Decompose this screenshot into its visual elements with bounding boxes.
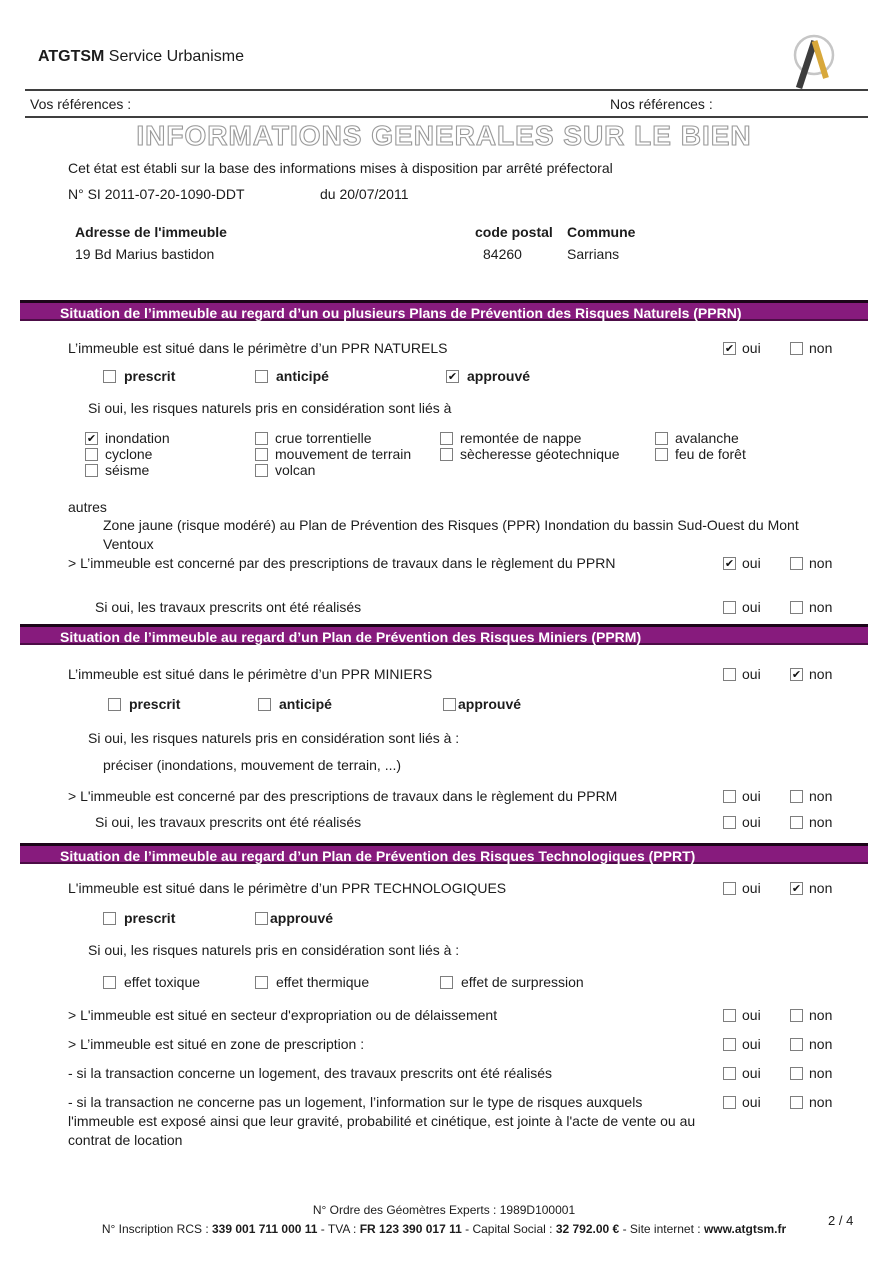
question-text: - si la transaction ne concerne pas un logement, l’information sur le type de risques auxquels l'immeuble est exposé ainsi que leur gravité, probabilité et cinétique, est jointe à l'acte de vente ou au contrat de location bbox=[68, 1094, 696, 1148]
risk-item bbox=[85, 462, 170, 478]
page-number: 2 / 4 bbox=[828, 1213, 854, 1228]
oui-label: oui bbox=[742, 1065, 761, 1081]
non-checkbox[interactable] bbox=[790, 1067, 803, 1080]
oui-label: oui bbox=[742, 1036, 761, 1052]
question-row-pprt-logement bbox=[0, 1064, 888, 1083]
avalanche-checkbox[interactable] bbox=[655, 432, 668, 445]
prescrit-label: prescrit bbox=[129, 696, 181, 712]
risk-column-2 bbox=[255, 430, 411, 478]
section-header-pprn: Situation de l’immeuble au regard d’un ou plusieurs Plans de Prévention des Risques Naturels (PPRN) bbox=[20, 300, 868, 321]
approuve-checkbox[interactable] bbox=[255, 912, 268, 925]
effect-item-surpression bbox=[440, 974, 584, 990]
effect-item-thermique bbox=[255, 974, 369, 990]
anticipe-label: anticipé bbox=[279, 696, 332, 712]
non-label: non bbox=[809, 788, 833, 804]
risk-label: cyclone bbox=[105, 446, 153, 462]
arrete-reference bbox=[68, 186, 409, 202]
question-row-pprt-zone bbox=[0, 1035, 888, 1054]
oui-non-group bbox=[723, 1036, 832, 1052]
question-row-pprn-perimetre bbox=[0, 339, 888, 358]
status-item-prescrit bbox=[103, 368, 175, 384]
risk-label: mouvement de terrain bbox=[275, 446, 412, 462]
non-checkbox[interactable]: ✔ bbox=[791, 882, 802, 895]
non-checkbox[interactable] bbox=[790, 1096, 803, 1109]
footer-legal-line bbox=[0, 1222, 888, 1236]
question-text: > L'immeuble est concerné par des prescriptions de travaux dans le règlement du PPRM bbox=[68, 788, 618, 804]
autres-value: Zone jaune (risque modéré) au Plan de Prévention des Risques (PPR) Inondation du bassin Sud-Ouest du Mont Ventoux bbox=[103, 517, 799, 552]
question-row-pprn-realises bbox=[0, 598, 888, 617]
commune-value: Sarrians bbox=[567, 246, 620, 262]
oui-non-group bbox=[723, 340, 832, 356]
nos-references-label: Nos références : bbox=[610, 96, 713, 112]
risk-column-3 bbox=[440, 430, 620, 462]
oui-non-group bbox=[723, 880, 832, 896]
autres-label: autres bbox=[68, 499, 107, 515]
tva-value: FR 123 390 017 11 bbox=[359, 1222, 462, 1236]
oui-checkbox[interactable] bbox=[723, 1009, 736, 1022]
risk-item bbox=[255, 446, 411, 462]
non-checkbox[interactable] bbox=[790, 342, 803, 355]
non-label: non bbox=[809, 814, 833, 830]
approuve-label: approuvé bbox=[270, 910, 334, 926]
rcs-value: 339 001 711 000 11 bbox=[212, 1222, 318, 1236]
question-text: > L’immeuble est concerné par des prescriptions de travaux dans le règlement du PPRN bbox=[68, 555, 616, 571]
oui-label: oui bbox=[742, 1094, 761, 1110]
preciser-text: préciser (inondations, mouvement de terrain, ...) bbox=[103, 757, 402, 773]
question-row-pprm-realises bbox=[0, 813, 888, 832]
question-row-pprt-non-logement bbox=[0, 1093, 888, 1150]
oui-checkbox[interactable] bbox=[723, 668, 736, 681]
crue-torrentielle-checkbox[interactable] bbox=[255, 432, 268, 445]
oui-non-group bbox=[723, 666, 832, 682]
risk-label: volcan bbox=[275, 462, 316, 478]
oui-label: oui bbox=[742, 555, 761, 571]
si-oui-text: Si oui, les risques naturels pris en considération sont liés à : bbox=[88, 730, 460, 746]
effet-toxique-label: effet toxique bbox=[124, 974, 201, 990]
risk-item bbox=[255, 430, 411, 446]
company-logo-icon bbox=[784, 32, 844, 94]
risk-item bbox=[655, 430, 746, 446]
prescrit-checkbox[interactable] bbox=[103, 912, 116, 925]
divider bbox=[25, 89, 868, 91]
capital-label: - Capital Social : bbox=[461, 1222, 556, 1236]
inondation-checkbox[interactable]: ✔ bbox=[86, 432, 97, 445]
oui-checkbox[interactable] bbox=[723, 1067, 736, 1080]
postal-value: 84260 bbox=[483, 246, 522, 262]
oui-checkbox[interactable]: ✔ bbox=[724, 557, 735, 570]
effet-surpression-checkbox[interactable] bbox=[440, 976, 453, 989]
non-label: non bbox=[809, 340, 833, 356]
oui-non-group bbox=[723, 1007, 832, 1023]
company-brand bbox=[38, 48, 244, 66]
question-text: > L'immeuble est situé en secteur d'expropriation ou de délaissement bbox=[68, 1007, 498, 1023]
prescrit-label: prescrit bbox=[124, 910, 176, 926]
address-label: Adresse de l'immeuble bbox=[75, 224, 227, 240]
status-item-anticipe bbox=[255, 368, 329, 384]
oui-label: oui bbox=[742, 1007, 761, 1023]
non-label: non bbox=[809, 1036, 833, 1052]
non-checkbox[interactable] bbox=[790, 816, 803, 829]
oui-non-group bbox=[723, 788, 832, 804]
status-item-approuve bbox=[446, 368, 530, 384]
non-checkbox[interactable] bbox=[790, 1038, 803, 1051]
tva-label: - TVA : bbox=[317, 1222, 360, 1236]
non-checkbox[interactable] bbox=[790, 557, 803, 570]
non-checkbox[interactable] bbox=[790, 1009, 803, 1022]
risk-label: sècheresse géotechnique bbox=[460, 446, 620, 462]
prescrit-checkbox[interactable] bbox=[103, 370, 116, 383]
question-row-pprm-perimetre bbox=[0, 665, 888, 684]
oui-label: oui bbox=[742, 814, 761, 830]
non-label: non bbox=[809, 880, 833, 896]
oui-checkbox[interactable] bbox=[723, 790, 736, 803]
anticipe-checkbox[interactable] bbox=[258, 698, 271, 711]
company-name: ATGTSM bbox=[38, 48, 105, 65]
approuve-checkbox[interactable]: ✔ bbox=[447, 370, 458, 383]
question-text: Si oui, les travaux prescrits ont été réalisés bbox=[95, 599, 362, 615]
non-label: non bbox=[809, 555, 833, 571]
vos-references-label: Vos références : bbox=[30, 96, 132, 112]
feu-foret-checkbox[interactable] bbox=[655, 448, 668, 461]
oui-checkbox[interactable] bbox=[723, 882, 736, 895]
oui-label: oui bbox=[742, 340, 761, 356]
logo-left-stroke bbox=[799, 41, 815, 88]
non-checkbox[interactable]: ✔ bbox=[791, 668, 802, 681]
rcs-label: N° Inscription RCS : bbox=[101, 1222, 212, 1236]
question-row-pprn-prescriptions bbox=[0, 554, 888, 573]
non-checkbox[interactable] bbox=[790, 601, 803, 614]
effet-toxique-checkbox[interactable] bbox=[103, 976, 116, 989]
oui-checkbox[interactable] bbox=[723, 816, 736, 829]
risk-item bbox=[655, 446, 746, 462]
footer-ordre-geometres: N° Ordre des Géomètres Experts : 1989D100001 bbox=[312, 1203, 576, 1217]
status-item-anticipe bbox=[258, 696, 332, 712]
anticipe-checkbox[interactable] bbox=[255, 370, 268, 383]
effet-thermique-checkbox[interactable] bbox=[255, 976, 268, 989]
address-value: 19 Bd Marius bastidon bbox=[75, 246, 215, 262]
risk-label: feu de forêt bbox=[675, 446, 746, 462]
divider bbox=[25, 116, 868, 118]
arrete-number: N° SI 2011-07-20-1090-DDT bbox=[68, 186, 245, 202]
capital-value: 32 792.00 € bbox=[555, 1222, 620, 1236]
risk-item bbox=[440, 430, 620, 446]
approuve-label: approuvé bbox=[458, 696, 522, 712]
question-text: > L’immeuble est situé en zone de prescription : bbox=[68, 1036, 365, 1052]
page-title: INFORMATIONS GENERALES SUR LE BIEN bbox=[136, 120, 752, 151]
oui-checkbox[interactable] bbox=[723, 1096, 736, 1109]
question-text: Si oui, les travaux prescrits ont été réalisés bbox=[95, 814, 362, 830]
commune-label: Commune bbox=[567, 224, 636, 240]
risk-label: inondation bbox=[105, 430, 170, 446]
non-label: non bbox=[809, 1094, 833, 1110]
question-row-pprt-expropriation bbox=[0, 1006, 888, 1025]
question-text: L’immeuble est situé dans le périmètre d’un PPR NATURELS bbox=[68, 340, 448, 356]
intro-text: Cet état est établi sur la base des informations mises à disposition par arrêté préfectoral bbox=[68, 160, 613, 176]
effet-surpression-label: effet de surpression bbox=[461, 974, 584, 990]
risk-item bbox=[255, 462, 411, 478]
section-header-pprm: Situation de l’immeuble au regard d’un Plan de Prévention des Risques Miniers (PPRM) bbox=[20, 624, 868, 645]
prescrit-label: prescrit bbox=[124, 368, 176, 384]
remontee-nappe-checkbox[interactable] bbox=[440, 432, 453, 445]
anticipe-label: anticipé bbox=[276, 368, 329, 384]
risk-label: séisme bbox=[105, 462, 150, 478]
oui-checkbox[interactable]: ✔ bbox=[724, 342, 735, 355]
non-label: non bbox=[809, 666, 833, 682]
approuve-label: approuvé bbox=[467, 368, 531, 384]
oui-non-group bbox=[723, 599, 832, 615]
effect-item-toxique bbox=[103, 974, 200, 990]
oui-label: oui bbox=[742, 666, 761, 682]
arrete-date: du 20/07/2011 bbox=[320, 186, 409, 202]
question-text: L’immeuble est situé dans le périmètre d’un PPR MINIERS bbox=[68, 666, 433, 682]
non-label: non bbox=[809, 1065, 833, 1081]
question-row-pprt-perimetre bbox=[0, 879, 888, 898]
status-item-approuve bbox=[255, 910, 333, 926]
cyclone-checkbox[interactable] bbox=[85, 448, 98, 461]
site-value: www.atgtsm.fr bbox=[703, 1222, 787, 1236]
non-label: non bbox=[809, 599, 833, 615]
question-text: L'immeuble est situé dans le périmètre d’un PPR TECHNOLOGIQUES bbox=[68, 880, 507, 896]
postal-label: code postal bbox=[475, 224, 553, 240]
risk-column-4 bbox=[655, 430, 746, 462]
oui-checkbox[interactable] bbox=[723, 1038, 736, 1051]
risk-label: crue torrentielle bbox=[275, 430, 372, 446]
question-row-pprm-prescriptions bbox=[0, 787, 888, 806]
company-service: Service Urbanisme bbox=[104, 48, 244, 65]
oui-checkbox[interactable] bbox=[723, 601, 736, 614]
oui-label: oui bbox=[742, 788, 761, 804]
si-oui-text: Si oui, les risques naturels pris en considération sont liés à bbox=[88, 400, 452, 416]
site-label: - Site internet : bbox=[619, 1222, 704, 1236]
risk-column-1 bbox=[85, 430, 170, 478]
volcan-checkbox[interactable] bbox=[255, 464, 268, 477]
status-item-approuve bbox=[443, 696, 521, 712]
effet-thermique-label: effet thermique bbox=[276, 974, 370, 990]
non-label: non bbox=[809, 1007, 833, 1023]
status-item-prescrit bbox=[108, 696, 180, 712]
section-header-pprt: Situation de l’immeuble au regard d’un Plan de Prévention des Risques Technologiques (PPRT) bbox=[20, 843, 868, 864]
seisme-checkbox[interactable] bbox=[85, 464, 98, 477]
status-item-prescrit bbox=[103, 910, 175, 926]
oui-non-group bbox=[723, 814, 832, 830]
prescrit-checkbox[interactable] bbox=[108, 698, 121, 711]
risk-item bbox=[85, 430, 170, 446]
oui-non-group bbox=[723, 1065, 832, 1081]
question-text: - si la transaction concerne un logement, des travaux prescrits ont été réalisés bbox=[68, 1065, 553, 1081]
risk-label: remontée de nappe bbox=[460, 430, 582, 446]
risk-item bbox=[440, 446, 620, 462]
oui-label: oui bbox=[742, 599, 761, 615]
mouvement-terrain-checkbox[interactable] bbox=[255, 448, 268, 461]
non-checkbox[interactable] bbox=[790, 790, 803, 803]
oui-label: oui bbox=[742, 880, 761, 896]
oui-non-group bbox=[723, 1094, 832, 1110]
risk-item bbox=[85, 446, 170, 462]
oui-non-group bbox=[723, 555, 832, 571]
approuve-checkbox[interactable] bbox=[443, 698, 456, 711]
secheresse-checkbox[interactable] bbox=[440, 448, 453, 461]
risk-label: avalanche bbox=[675, 430, 739, 446]
si-oui-text: Si oui, les risques naturels pris en considération sont liés à : bbox=[88, 942, 460, 958]
